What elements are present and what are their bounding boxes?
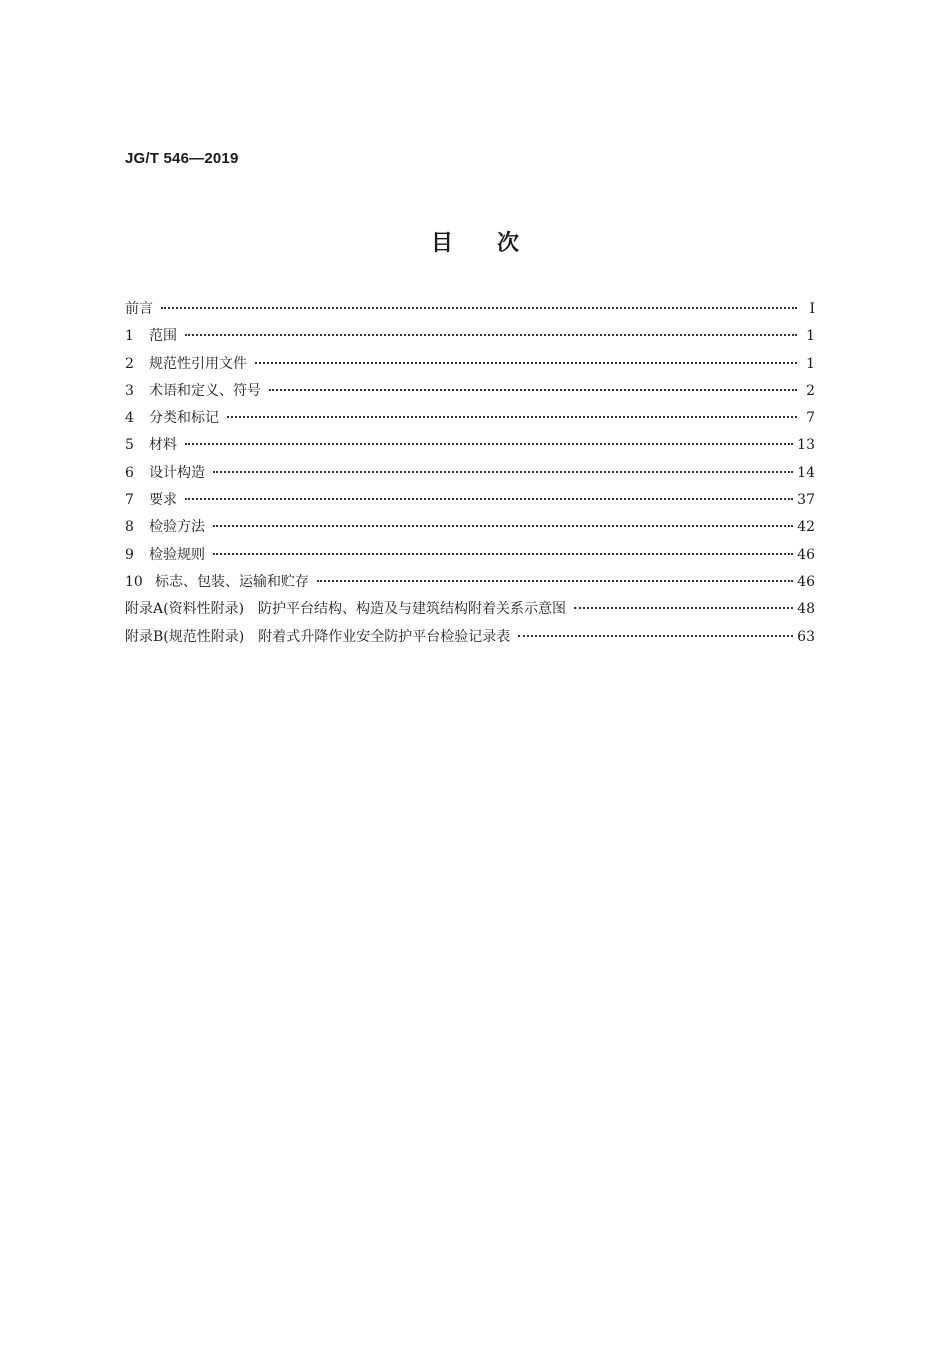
toc-entry-label: 要求 bbox=[149, 492, 177, 509]
toc-entry-number: 3 bbox=[125, 382, 134, 399]
toc-entry-number: 1 bbox=[125, 328, 134, 345]
toc-entry-page: 63 bbox=[797, 628, 815, 645]
toc-entry-label: 检验方法 bbox=[149, 519, 205, 536]
toc-entry-7[interactable] bbox=[125, 489, 815, 516]
toc-entry-1[interactable] bbox=[125, 325, 815, 352]
toc-entry-5[interactable] bbox=[125, 434, 815, 461]
toc-leader bbox=[213, 525, 793, 527]
toc-entry-page: 14 bbox=[797, 464, 815, 481]
toc-entry-label: 附录B(规范性附录) 附着式升降作业安全防护平台检验记录表 bbox=[125, 628, 511, 645]
toc-list bbox=[125, 298, 815, 653]
toc-leader bbox=[161, 307, 797, 309]
toc-entry-page: 2 bbox=[806, 382, 815, 399]
toc-entry-label: 材料 bbox=[149, 437, 177, 454]
toc-entry-appendix-b[interactable] bbox=[125, 626, 815, 653]
toc-entry-appendix-a[interactable] bbox=[125, 598, 815, 625]
toc-entry-page: 46 bbox=[797, 546, 815, 563]
toc-entry-label: 术语和定义、符号 bbox=[149, 382, 261, 399]
toc-entry-number: 4 bbox=[125, 410, 134, 427]
toc-entry-page: 1 bbox=[806, 355, 815, 372]
toc-entry-9[interactable] bbox=[125, 544, 815, 571]
toc-entry-label: 检验规则 bbox=[149, 546, 205, 563]
toc-entry-page: 37 bbox=[797, 492, 815, 509]
toc-entry-number: 7 bbox=[125, 492, 134, 509]
toc-entry-page: 42 bbox=[797, 519, 815, 536]
toc-leader bbox=[213, 471, 793, 473]
toc-entry-2[interactable] bbox=[125, 353, 815, 380]
toc-leader bbox=[185, 498, 793, 500]
toc-entry-4[interactable] bbox=[125, 407, 815, 434]
toc-entry-foreword[interactable] bbox=[125, 298, 815, 325]
toc-entry-label: 设计构造 bbox=[149, 464, 205, 481]
toc-leader bbox=[317, 580, 793, 582]
toc-entry-number: 2 bbox=[125, 355, 134, 372]
toc-entry-page: 48 bbox=[797, 601, 815, 618]
toc-entry-page: 46 bbox=[797, 573, 815, 590]
toc-entry-label: 范围 bbox=[149, 328, 177, 345]
toc-entry-page: 13 bbox=[797, 437, 815, 454]
toc-entry-3[interactable] bbox=[125, 380, 815, 407]
toc-entry-number: 10 bbox=[125, 573, 143, 590]
toc-entry-page: 1 bbox=[806, 328, 815, 345]
toc-leader bbox=[574, 607, 793, 609]
toc-entry-6[interactable] bbox=[125, 462, 815, 489]
toc-leader bbox=[185, 443, 793, 445]
toc-entry-page: Ⅰ bbox=[809, 301, 815, 317]
toc-entry-label: 前言 bbox=[125, 301, 153, 317]
toc-entry-number: 9 bbox=[125, 546, 134, 563]
toc-entry-number: 6 bbox=[125, 464, 134, 481]
toc-leader bbox=[185, 334, 797, 336]
toc-entry-label: 标志、包装、运输和贮存 bbox=[155, 573, 309, 590]
toc-entry-page: 7 bbox=[806, 410, 815, 427]
standard-code: JG/T 546—2019 bbox=[125, 150, 239, 167]
toc-leader bbox=[213, 553, 793, 555]
toc-entry-label: 分类和标记 bbox=[149, 410, 219, 427]
toc-entry-label: 规范性引用文件 bbox=[149, 355, 247, 372]
toc-entry-number: 8 bbox=[125, 519, 134, 536]
toc-leader bbox=[269, 389, 797, 391]
toc-leader bbox=[518, 635, 793, 637]
toc-leader bbox=[227, 416, 797, 418]
toc-leader bbox=[255, 362, 797, 364]
toc-entry-number: 5 bbox=[125, 437, 134, 454]
toc-entry-10[interactable] bbox=[125, 571, 815, 598]
toc-entry-8[interactable] bbox=[125, 516, 815, 543]
toc-entry-label: 附录A(资料性附录) 防护平台结构、构造及与建筑结构附着关系示意图 bbox=[125, 601, 567, 618]
toc-title: 目次 bbox=[430, 231, 563, 256]
